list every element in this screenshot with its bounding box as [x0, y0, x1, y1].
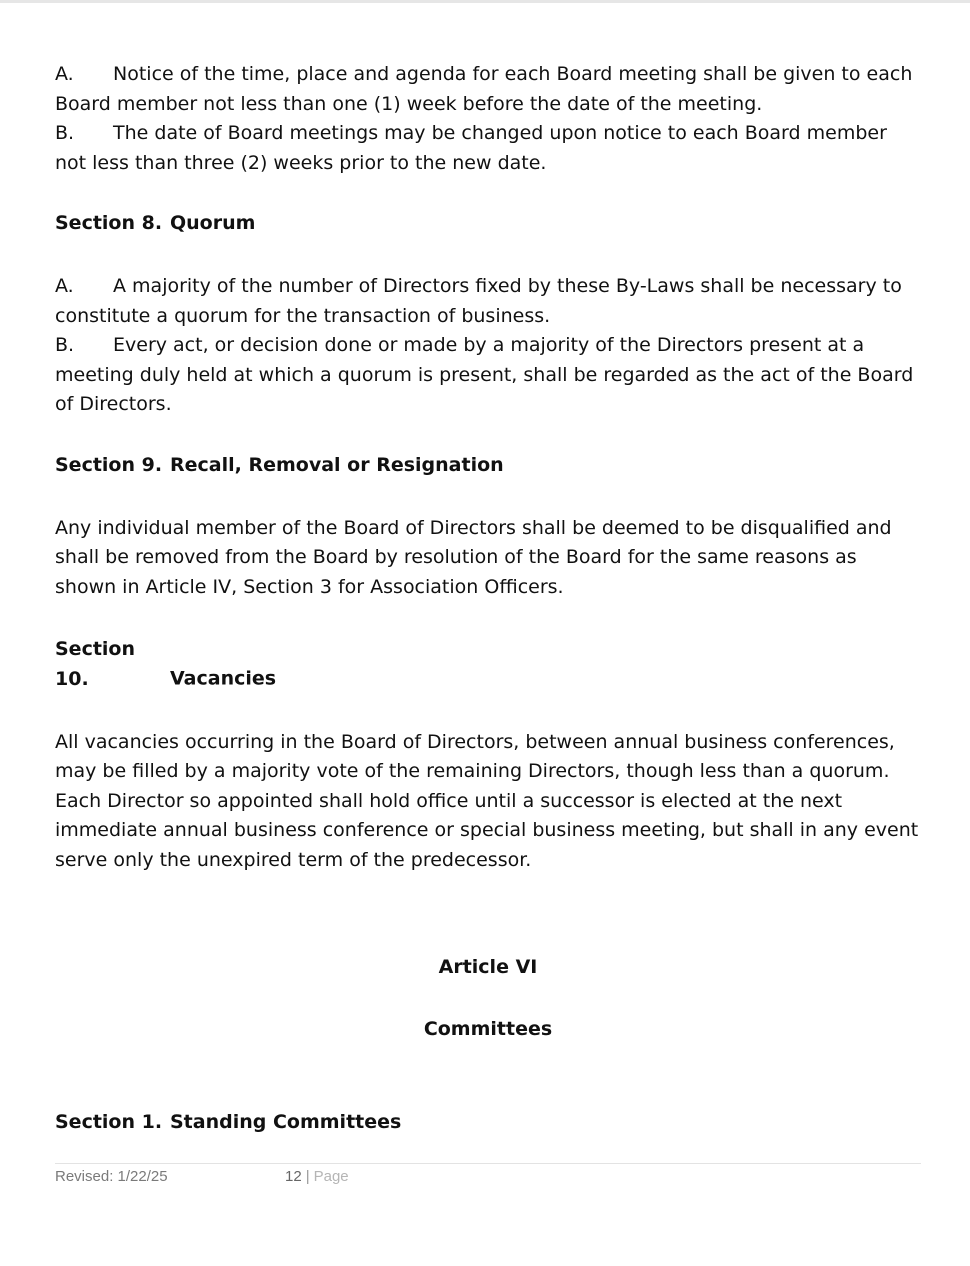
document-page — [55, 60, 921, 1137]
section9-body: Any individual member of the Board of Directors shall be deemed to be disqualified and shall be removed from the Board by resolution of the Board for the same reasons as shown in Article IV, Section 3 for Association Officers. — [55, 516, 892, 598]
section-title: Recall, Removal or Resignation — [170, 453, 504, 476]
page-label: Page — [313, 1168, 349, 1185]
section10-heading — [55, 635, 921, 694]
article-subtitle: Committees — [423, 1018, 553, 1041]
item-label: B. — [55, 334, 75, 357]
page-separator: | — [305, 1168, 310, 1185]
section-number: Section 8. — [55, 212, 163, 235]
section7-item-a — [55, 60, 921, 119]
top-border — [0, 0, 970, 3]
section-number: Section 1. — [55, 1110, 163, 1133]
revised-date: Revised: 1/22/25 — [55, 1168, 168, 1185]
section-number: Section 10. — [55, 638, 136, 690]
item-text: Notice of the time, place and agenda for each Board meeting shall be given to each Board member not less than one (1) week before the date of the meeting. — [55, 63, 913, 115]
section7-item-b — [55, 119, 921, 178]
item-text: Every act, or decision done or made by a majority of the Directors present at a meeting duly held at which a quorum is present, shall be regarded as the act of the Board of Directors. — [55, 334, 914, 416]
item-text: A majority of the number of Directors fixed by these By-Laws shall be necessary to constitute a quorum for the transaction of business. — [55, 274, 902, 327]
page-footer — [55, 1163, 921, 1187]
item-label: B. — [55, 122, 75, 145]
item-text: The date of Board meetings may be changed upon notice to each Board member not less than three (2) weeks prior to the new date. — [55, 122, 887, 174]
section-title: Standing Committees — [170, 1110, 402, 1133]
section9-heading — [55, 451, 921, 481]
article-title: Article VI — [438, 956, 538, 979]
section-number: Section 9. — [55, 453, 163, 476]
section8-item-a — [55, 272, 921, 331]
section-title: Vacancies — [170, 667, 277, 690]
article-section1-heading — [55, 1108, 921, 1138]
item-label: A. — [55, 274, 74, 297]
section-title: Quorum — [170, 212, 256, 235]
section10-body: All vacancies occurring in the Board of Directors, between annual business conferences, may be filled by a majority vote of the remaining Directors, though less than a quorum. Each Director so appointed shall hold office until a successor is elected at the next immediate annual business conference or special business meeting, but shall in any event serve only the unexpired term of the predecessor. — [55, 730, 919, 871]
item-label: A. — [55, 63, 74, 85]
section8-heading — [55, 209, 921, 239]
page-number: 12 — [285, 1168, 302, 1185]
section8-item-b — [55, 331, 921, 420]
